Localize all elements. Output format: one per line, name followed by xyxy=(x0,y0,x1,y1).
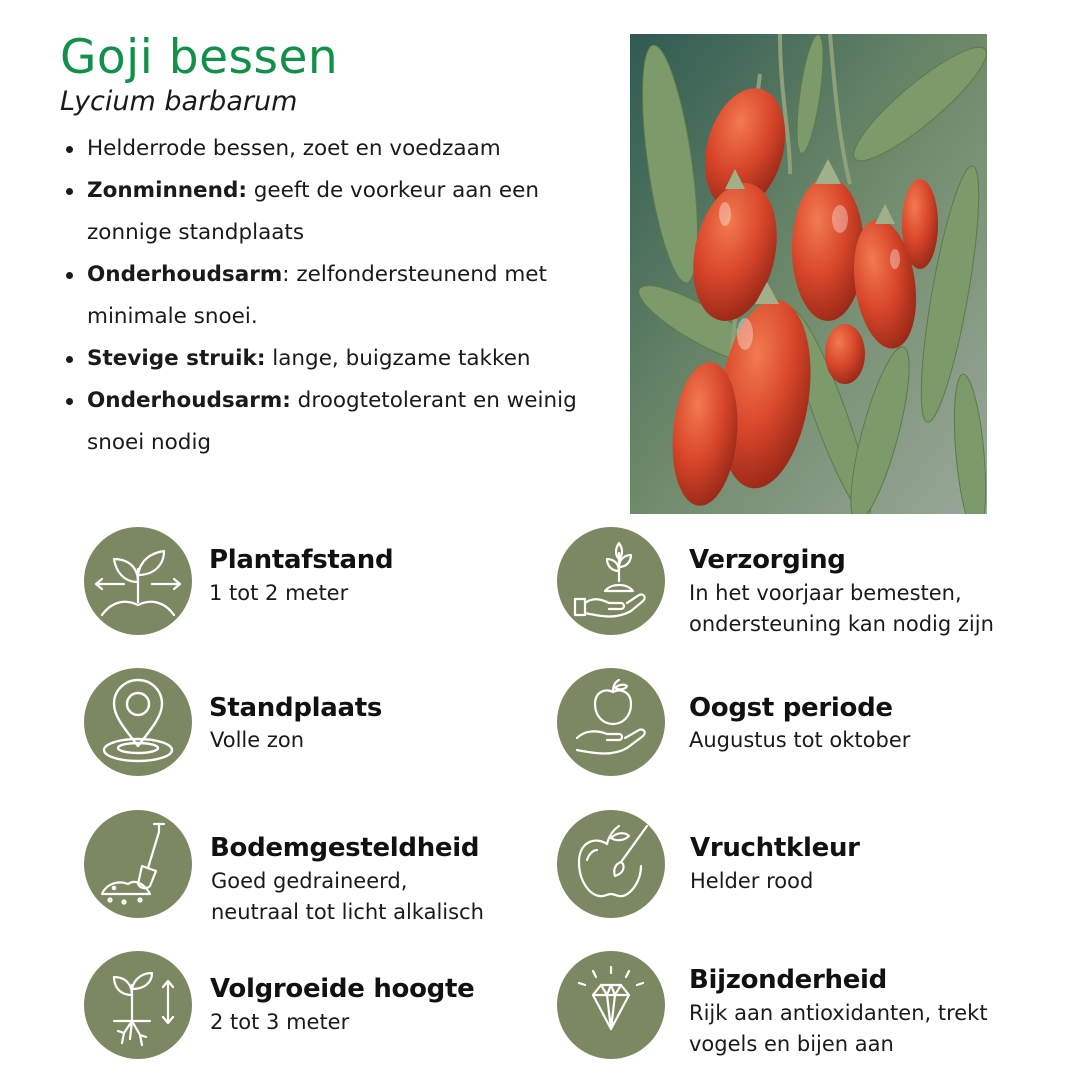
goji-berry-photo xyxy=(630,34,987,514)
bullet-bold-label: Zonminnend: xyxy=(87,178,247,203)
location-pin-icon xyxy=(84,668,192,776)
list-item xyxy=(87,128,587,170)
list-item xyxy=(87,254,587,338)
shovel-soil-icon xyxy=(84,810,192,918)
page-title: Goji bessen xyxy=(60,30,339,85)
feature-title: Verzorging xyxy=(689,545,846,575)
seedling-height-icon xyxy=(84,951,192,1059)
bullet-text: geeft de voorkeur aan een zonnige standplaats xyxy=(87,178,540,245)
feature-value: ondersteuning kan nodig zijn xyxy=(689,612,994,636)
feature-value: vogels en bijen aan xyxy=(689,1032,894,1056)
feature-value: Rijk aan antioxidanten, trekt xyxy=(689,1001,988,1025)
hand-plant-icon xyxy=(557,527,665,635)
bullet-text: lange, buigzame takken xyxy=(265,346,531,371)
feature-value: Augustus tot oktober xyxy=(689,728,911,752)
hand-apple-icon xyxy=(557,668,665,776)
feature-value: Goed gedraineerd, xyxy=(211,869,408,893)
bullet-text: Helderrode bessen, zoet en voedzaam xyxy=(87,136,501,161)
bullet-bold-label: Stevige struik: xyxy=(87,346,266,371)
feature-title: Plantafstand xyxy=(209,545,394,575)
feature-value: In het voorjaar bemesten, xyxy=(689,581,962,605)
diamond-icon xyxy=(557,951,665,1059)
bullet-text: droogtetolerant en weinig snoei nodig xyxy=(87,388,577,455)
feature-value: 2 tot 3 meter xyxy=(210,1010,350,1034)
feature-value: Volle zon xyxy=(210,728,305,752)
list-item xyxy=(87,338,587,380)
bullet-bold-label: Onderhoudsarm xyxy=(87,262,283,287)
apple-brush-icon xyxy=(557,810,665,918)
feature-title: Volgroeide hoogte xyxy=(210,974,475,1004)
list-item xyxy=(87,380,587,464)
feature-value: Helder rood xyxy=(690,869,814,893)
botanical-name: Lycium barbarum xyxy=(60,86,298,117)
bullet-text: : zelfondersteunend met minimale snoei. xyxy=(87,262,547,329)
feature-bullet-list xyxy=(60,128,587,464)
feature-value: neutraal tot licht alkalisch xyxy=(211,900,484,924)
list-item xyxy=(87,170,587,254)
plant-spacing-icon xyxy=(84,527,192,635)
feature-title: Vruchtkleur xyxy=(690,833,860,863)
feature-value: 1 tot 2 meter xyxy=(209,581,349,605)
bullet-bold-label: Onderhoudsarm: xyxy=(87,388,291,413)
feature-title: Oogst periode xyxy=(689,693,893,723)
feature-title: Bijzonderheid xyxy=(689,965,887,995)
feature-title: Standplaats xyxy=(209,693,383,723)
feature-title: Bodemgesteldheid xyxy=(210,833,480,863)
